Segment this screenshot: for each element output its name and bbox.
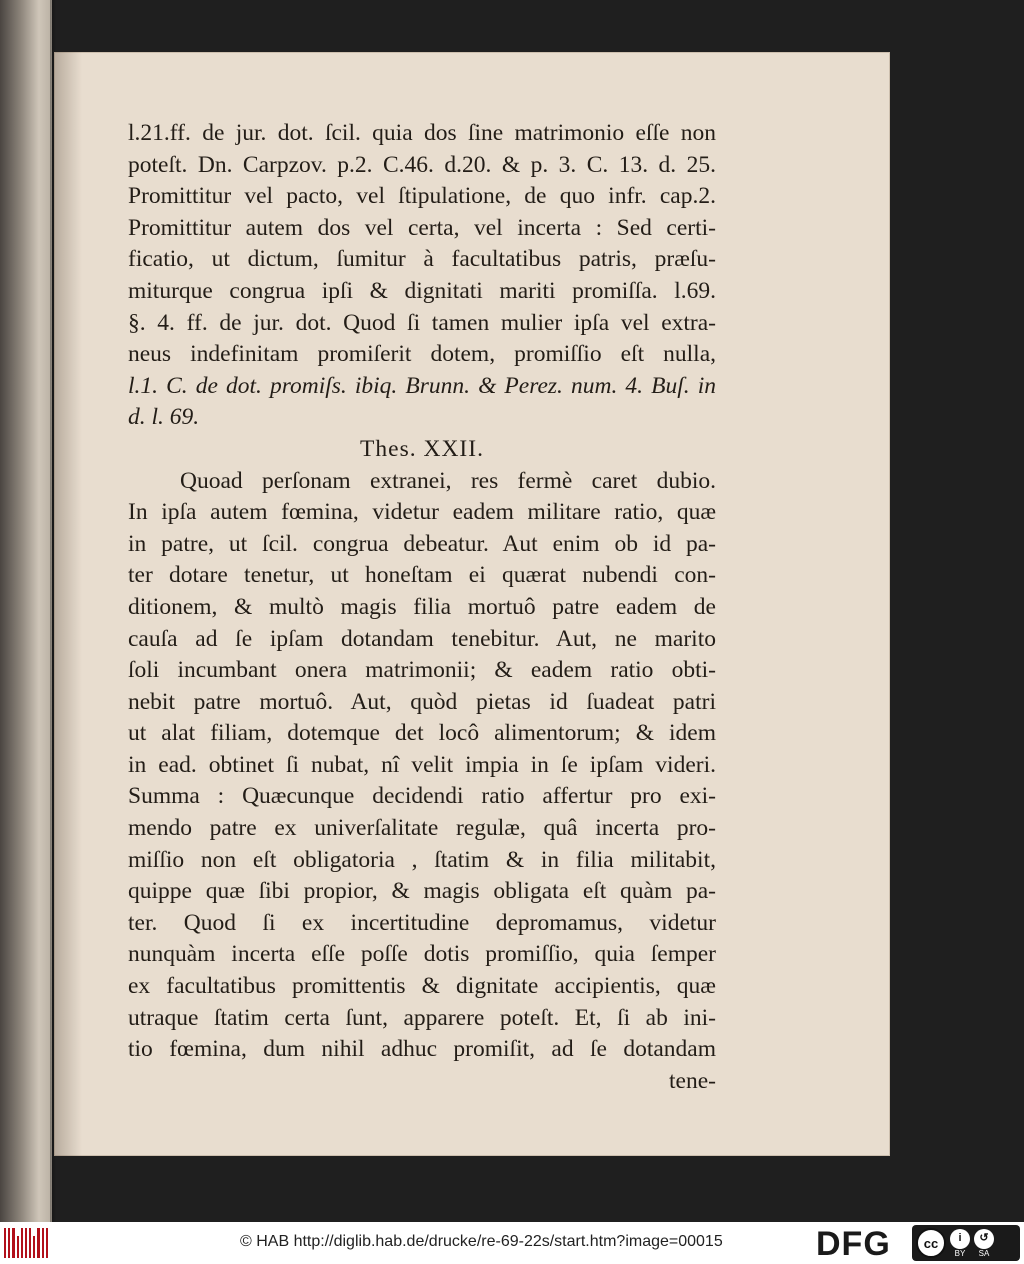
- text-line: In ipſa autem fœmina, videtur eadem militare ratio, quæ: [128, 499, 716, 526]
- text-line: ter dotare tenetur, ut honeſtam ei quærat nubendi con-: [128, 562, 716, 589]
- text-line: cauſa ad ſe ipſam dotandam tenebitur. Aut, ne marito: [128, 625, 716, 652]
- text-line: l.21.ff. de jur. dot. ſcil. quia dos ſine matrimonio eſſe non: [128, 120, 716, 146]
- text-line: neus indefinitam promiſerit dotem, promiſſio eſt nulla,: [128, 341, 716, 368]
- text-line: in ead. obtinet ſi nubat, nî velit impia in ſe ipſam videri.: [128, 751, 716, 778]
- text-line: miſſio non eſt obligatoria , ſtatim & in filia militabit,: [128, 846, 716, 873]
- catchword: tene-: [669, 1067, 716, 1094]
- text-line: poteſt. Dn. Carpzov. p.2. C.46. d.20. & p. 3. C. 13. d. 25.: [128, 151, 716, 178]
- cc-license-icon[interactable]: [912, 1225, 1020, 1261]
- text-line: d. l. 69.: [128, 404, 200, 431]
- text-line: ditionem, & multò magis filia mortuô patre eadem de: [128, 593, 716, 620]
- page-text: [128, 118, 716, 1097]
- text-line: §. 4. ff. de jur. dot. Quod ſi tamen mulier ipſa vel extra-: [128, 309, 716, 336]
- sa-icon: ↺ SA: [974, 1229, 994, 1258]
- text-line: Summa : Quæcunque decidendi ratio affertur pro exi-: [128, 783, 716, 810]
- text-line: miturque congrua ipſi & dignitati mariti promiſſa. l.69.: [128, 277, 716, 304]
- text-line: Promittitur autem dos vel certa, vel incerta : Sed certi-: [128, 214, 716, 241]
- text-line: mendo patre ex univerſalitate regulæ, quâ incerta pro-: [128, 815, 716, 842]
- by-icon: i BY: [950, 1229, 970, 1258]
- text-line: nebit patre mortuô. Aut, quòd pietas id ſuadeat patri: [128, 688, 716, 715]
- text-line: quippe quæ ſibi propior, & magis obligata eſt quàm pa-: [128, 878, 716, 905]
- section-heading: Thes. XXII.: [360, 435, 484, 462]
- text-line: ex facultatibus promittentis & dignitate accipientis, quæ: [128, 973, 716, 1000]
- text-line: l.1. C. de dot. promiſs. ibiq. Brunn. & Perez. num. 4. Buſ. in: [128, 372, 716, 399]
- dfg-logo: DFG: [816, 1225, 891, 1263]
- cc-icon: cc: [916, 1228, 946, 1258]
- text-line: Promittitur vel pacto, vel ſtipulatione, de quo infr. cap.2.: [128, 183, 716, 210]
- text-line: ter. Quod ſi ex incertitudine depromamus, videtur: [128, 909, 716, 936]
- text-line: nunquàm incerta eſſe poſſe dotis promiſſio, quia ſemper: [128, 941, 716, 968]
- viewer-footer: [0, 1222, 1024, 1264]
- adjacent-page-edge: [0, 0, 52, 1222]
- text-line: ficatio, ut dictum, ſumitur à facultatibus patris, præſu-: [128, 246, 716, 273]
- text-line: ut alat filiam, dotemque det locô alimentorum; & idem: [128, 720, 716, 747]
- copyright-link[interactable]: © HAB http://diglib.hab.de/drucke/re-69-22s/start.htm?image=00015: [240, 1233, 723, 1250]
- text-line: tio fœmina, dum nihil adhuc promiſit, ad ſe dotandam: [128, 1036, 716, 1063]
- hab-barcode-icon: [4, 1228, 48, 1258]
- text-line: in patre, ut ſcil. congrua debeatur. Aut enim ob id pa-: [128, 530, 716, 557]
- text-line: ſoli incumbant onera matrimonii; & eadem ratio obti-: [128, 657, 716, 684]
- text-line: Quoad perſonam extranei, res fermè caret dubio.: [180, 467, 716, 494]
- gutter-shadow: [54, 52, 82, 1156]
- text-line: utraque ſtatim certa ſunt, apparere poteſt. Et, ſi ab ini-: [128, 1004, 716, 1031]
